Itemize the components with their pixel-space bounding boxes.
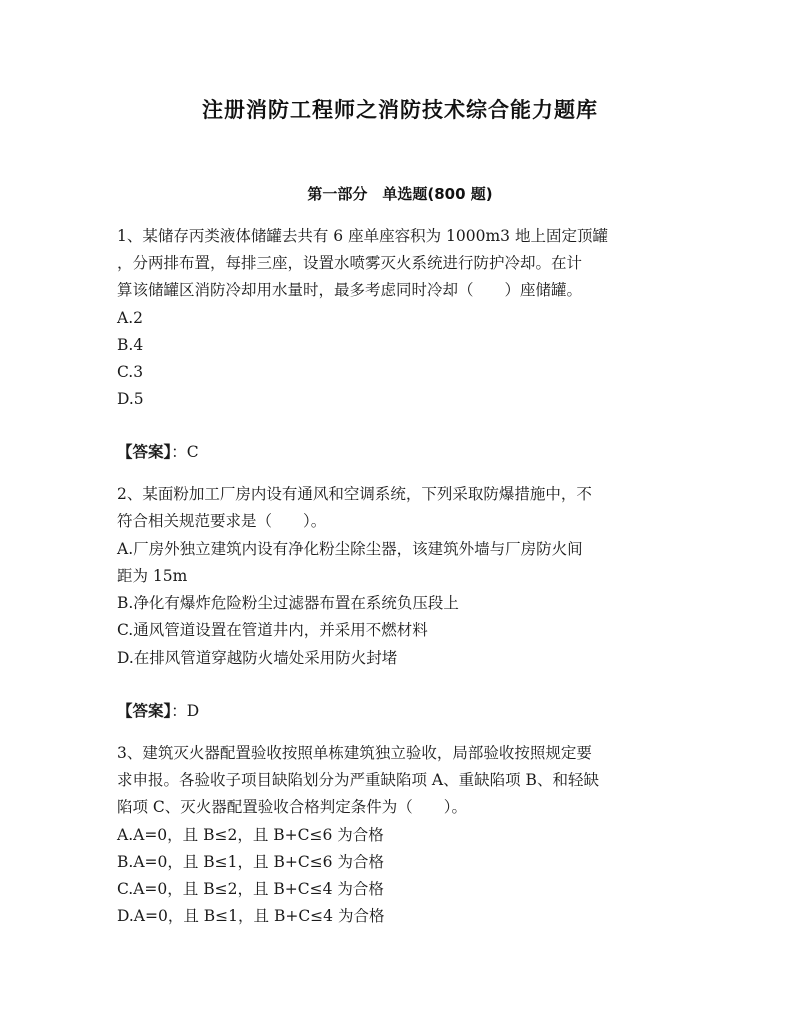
option-c: C.3 <box>117 363 144 381</box>
question-stem-line: 3、建筑灭火器配置验收按照单栋建筑独立验收，局部验收按照规定要 <box>117 744 592 762</box>
option-c: C.A=0，且 B≤2，且 B+C≤4 为合格 <box>117 880 384 898</box>
option-b: B.净化有爆炸危险粉尘过滤器布置在系统负压段上 <box>117 594 459 612</box>
answer-line <box>117 442 199 462</box>
answer-line <box>117 701 199 721</box>
option-a-continued: 距为 15m <box>117 567 188 585</box>
question-stem-line: 求申报。各验收子项目缺陷划分为严重缺陷项 A、重缺陷项 B、和轻缺 <box>117 771 599 789</box>
answer-label: 【答案】 <box>117 702 172 720</box>
option-d: D.在排风管道穿越防火墙处采用防火封堵 <box>117 649 398 667</box>
question-stem-line: 符合相关规范要求是（ ）。 <box>117 512 327 530</box>
option-d: D.5 <box>117 390 144 408</box>
question-stem-line: 陷项 C、灭火器配置验收合格判定条件为（ ）。 <box>117 798 468 816</box>
answer-value: ：C <box>171 443 199 461</box>
question-stem-line: 2、某面粉加工厂房内设有通风和空调系统，下列采取防爆措施中，不 <box>117 485 592 503</box>
question-stem-line: 1、某储存丙类液体储罐去共有 6 座单座容积为 1000m3 地上固定顶罐 <box>117 227 608 245</box>
answer-value: ：D <box>171 702 200 720</box>
option-a: A.厂房外独立建筑内设有净化粉尘除尘器，该建筑外墙与厂房防火间 <box>117 540 583 558</box>
document-title: 注册消防工程师之消防技术综合能力题库 <box>202 98 598 122</box>
option-a: A.2 <box>117 309 143 327</box>
option-a: A.A=0，且 B≤2，且 B+C≤6 为合格 <box>117 826 384 844</box>
option-b: B.A=0，且 B≤1，且 B+C≤6 为合格 <box>117 853 384 871</box>
section-heading: 第一部分 单选题(800 题) <box>307 185 493 203</box>
question-stem-line: ，分两排布置，每排三座，设置水喷雾灭火系统进行防护冷却。在计 <box>117 254 583 272</box>
option-b: B.4 <box>117 336 144 354</box>
option-d: D.A=0，且 B≤1，且 B+C≤4 为合格 <box>117 907 385 925</box>
question-stem-line: 算该储罐区消防冷却用水量时，最多考虑同时冷却（ ）座储罐。 <box>117 281 583 299</box>
option-c: C.通风管道设置在管道井内，并采用不燃材料 <box>117 621 428 639</box>
answer-label: 【答案】 <box>117 443 172 461</box>
